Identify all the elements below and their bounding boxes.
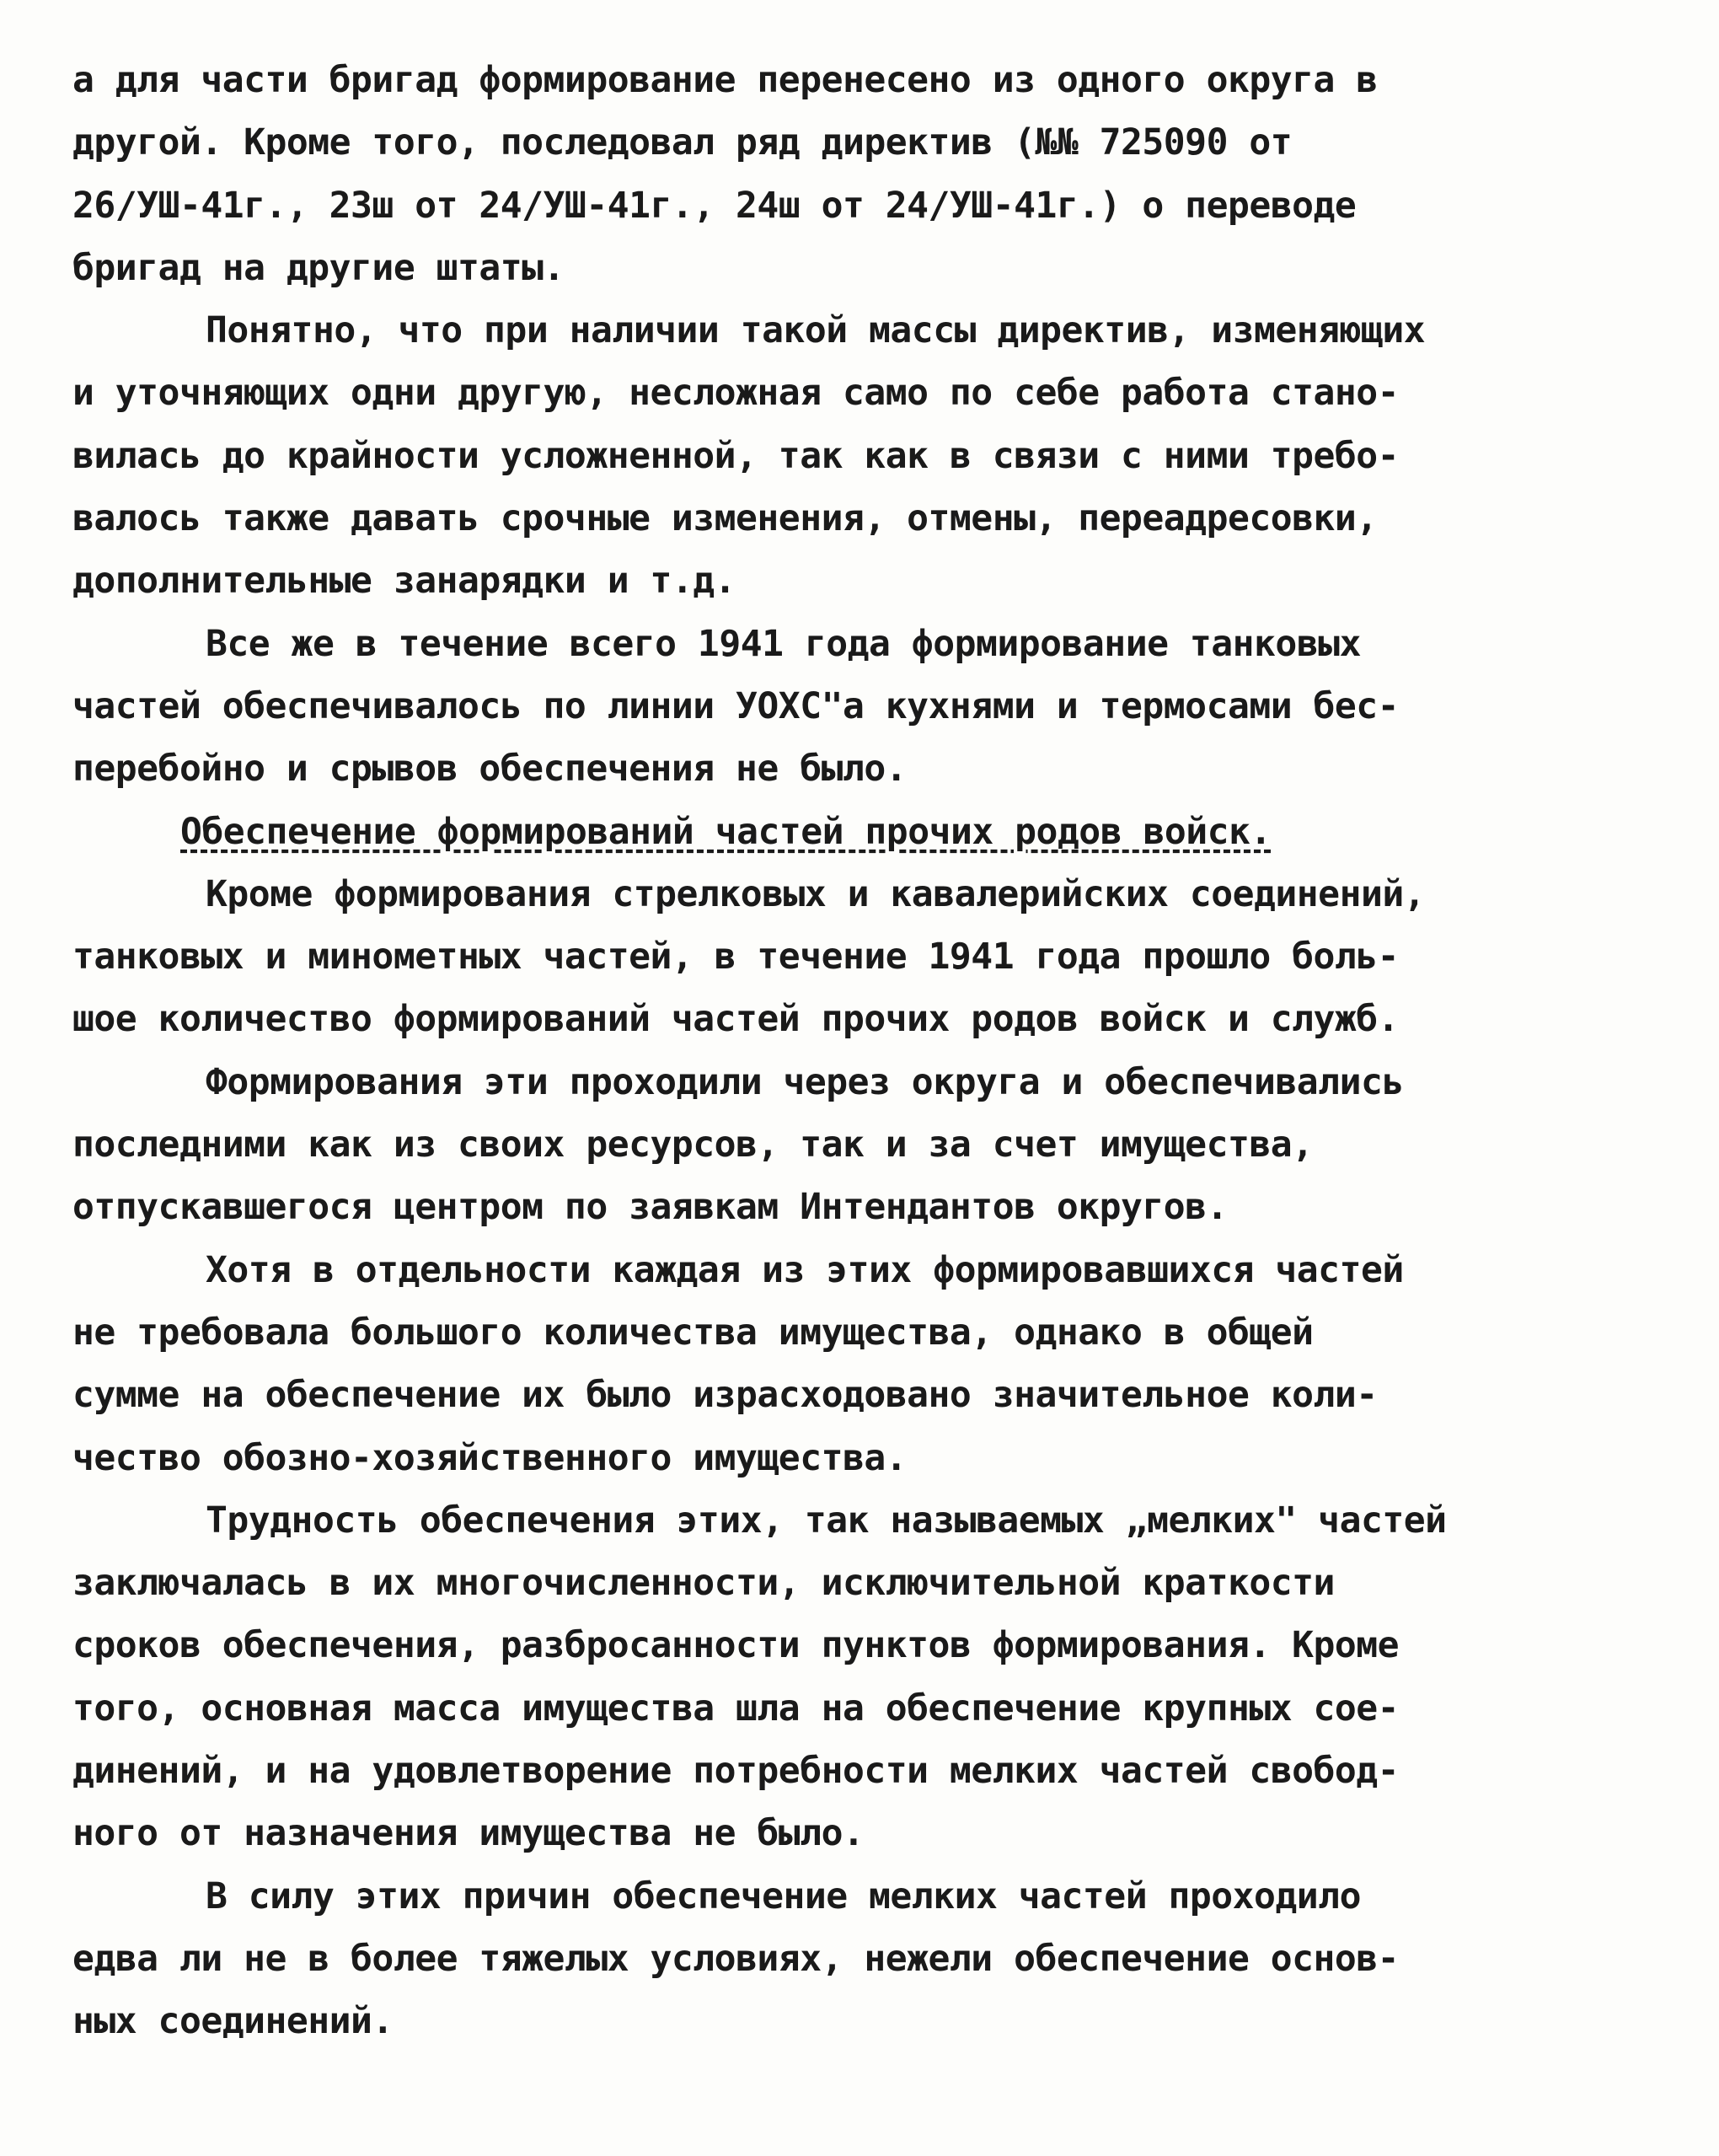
text-line: дополнительные занарядки и т.д. [72,560,736,603]
paragraph-4 [72,863,1699,1051]
text-line: вилась до крайности усложненной, так как в связи с ними требо- [72,434,1400,477]
text-line: Хотя в отдельности каждая из этих формировавшихся частей [206,1248,1404,1291]
text-line: а для части бригад формирование перенесено из одного округа в [72,59,1378,101]
text-line: 26/УШ-41г., 23ш от 24/УШ-41г., 24ш от 24/УШ-41г.) о переводе [72,184,1357,227]
section-heading: Обеспечение формирований частей прочих родов войск. [180,810,1272,853]
text-line: заключалась в их многочисленности, исключительной краткости [72,1562,1335,1605]
text-line: бригад на другие штаты. [72,246,565,289]
text-line: частей обеспечивалось по линии УОХС"а кухнями и термосами бес- [72,684,1400,727]
text-line: валось также давать срочные изменения, отмены, переадресовки, [72,497,1378,540]
paragraph-3 [72,613,1699,801]
text-line: танковых и минометных частей, в течение 1941 года прошло боль- [72,936,1400,979]
text-line: Трудность обеспечения этих, так называемых „мелких" частей [206,1499,1447,1542]
paragraph-6 [72,1239,1699,1489]
text-line: и уточняющих одни другую, несложная само по себе работа стано- [72,372,1400,415]
text-line: В силу этих причин обеспечение мелких частей проходило [206,1874,1361,1917]
text-line: того, основная масса имущества шла на обеспечение крупных сое- [72,1687,1400,1730]
paragraph-7 [72,1489,1699,1865]
document-text [72,49,1699,2053]
text-line: Формирования эти проходили через округа и обеспечивались [206,1060,1404,1103]
text-line: сроков обеспечения, разбросанности пунктов формирования. Кроме [72,1624,1400,1667]
paragraph-5 [72,1051,1699,1239]
text-line: шое количество формирований частей прочих родов войск и служб. [72,998,1400,1041]
text-line: другой. Кроме того, последовал ряд директив (№№ 725090 от [72,121,1293,164]
text-line: Кроме формирования стрелковых и кавалерийских соединений, [206,872,1426,915]
text-line: Понятно, что при наличии такой массы директив, изменяющих [206,309,1426,352]
text-line: не требовала большого количества имущества, однако в общей [72,1311,1314,1354]
text-line: ного от назначения имущества не было. [72,1812,865,1855]
text-line: Все же в течение всего 1941 года формирование танковых [206,622,1361,665]
paragraph-1 [72,49,1699,299]
text-line: едва ли не в более тяжелых условиях, нежели обеспечение основ- [72,1937,1400,1980]
text-line: последними как из своих ресурсов, так и за счет имущества, [72,1124,1314,1166]
text-line: ных соединений. [72,2000,394,2043]
text-line: динений, и на удовлетворение потребности мелких частей свобод- [72,1750,1400,1793]
text-line: сумме на обеспечение их было израсходовано значительное коли- [72,1374,1378,1417]
paragraph-8 [72,1865,1699,2053]
paragraph-2 [72,299,1699,612]
text-line: перебойно и срывов обеспечения не было. [72,748,908,791]
text-line: чество обозно-хозяйственного имущества. [72,1436,908,1479]
text-line: отпускавшегося центром по заявкам Интендантов округов. [72,1186,1228,1229]
